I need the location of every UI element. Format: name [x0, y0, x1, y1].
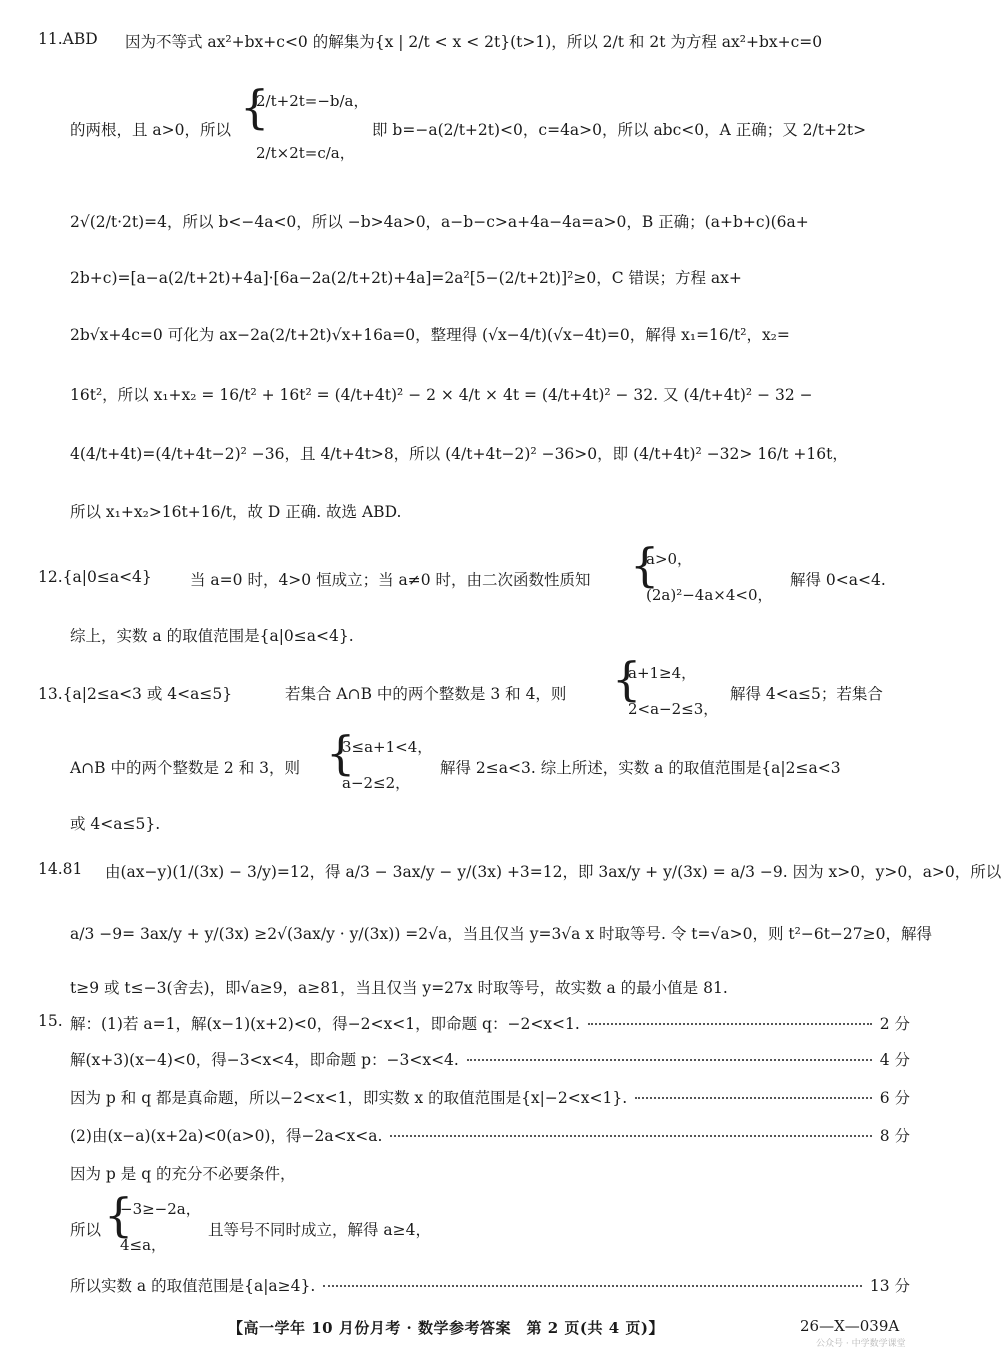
problem-14-line-2: a/3 −9= 3ax/y + y/(3x) ≥2√(3ax/y · y/(3x)) =2√a，当且仅当 y=3√a x 时取等号. 令 t=√a>0，则 t²−6t−27≥0，解得	[70, 925, 932, 943]
problem-15-step-2: 解(x+3)(x−4)<0，得−3<x<4，即命题 p：−3<x<4. 4 分	[70, 1051, 910, 1069]
problem-11-line-9: 所以 x₁+x₂>16t+16/t，故 D 正确. 故选 ABD.	[70, 503, 402, 521]
problem-13-line-3: A∩B 中的两个整数是 2 和 3，则	[70, 759, 301, 777]
problem-13-line-5: 或 4<a≤5}.	[70, 815, 161, 833]
problem-14-line-3: t≥9 或 t≤−3(舍去)，即√a≥9，a≥81，当且仅当 y=27x 时取等号，故实数 a 的最小值是 81.	[70, 979, 728, 997]
problem-15-line-3: 且等号不同时成立，解得 a≥4，	[208, 1221, 432, 1239]
problem-11-line-3: 即 b=−a(2/t+2t)<0，c=4a>0，所以 abc<0，A 正确；又 2/t+2t>	[372, 121, 867, 139]
problem-15-line-2: 所以	[70, 1221, 102, 1239]
problem-11-line-1: 因为不等式 ax²+bx+c<0 的解集为{x | 2/t < x < 2t}(t>1)，所以 2/t 和 2t 为方程 ax²+bx+c=0	[125, 33, 823, 51]
problem-15-step-4: (2)由(x−a)(x+2a)<0(a>0)，得−2a<x<a. 8 分	[70, 1127, 910, 1145]
problem-15-step-3: 因为 p 和 q 都是真命题，所以−2<x<1，即实数 x 的取值范围是{x|−2<x<1}. 6 分	[70, 1089, 910, 1107]
problem-12-line-1: 当 a=0 时，4>0 恒成立；当 a≠0 时，由二次函数性质知	[190, 571, 591, 589]
problem-13-number: 13.{a|2≤a<3 或 4<a≤5}	[38, 685, 233, 703]
problem-13-line-2: 解得 4<a≤5；若集合	[730, 685, 883, 703]
problem-11-line-7: 16t²，所以 x₁+x₂ = 16/t² + 16t² = (4/t+4t)² − 2 × 4/t × 4t = (4/t+4t)² − 32. 又 (4/t+4t)² − 32 −	[70, 386, 813, 404]
problem-11-line-8: 4(4/t+4t)=(4/t+4t−2)² −36，且 4/t+4t>8，所以 (4/t+4t−2)² −36>0，即 (4/t+4t)² −32> 16/t +16t，	[70, 445, 848, 463]
problem-14-number: 14.81	[38, 860, 83, 878]
problem-11-line-5: 2b+c)=[a−a(2/t+2t)+4a]·[6a−2a(2/t+2t)+4a]=2a²[5−(2/t+2t)]²≥0，C 错误；方程 ax+	[70, 269, 742, 287]
watermark-text: 公众号 · 中学数学课堂	[816, 1339, 906, 1349]
problem-15-final: 所以实数 a 的取值范围是{a|a≥4}. 13 分	[70, 1277, 910, 1295]
problem-11-line-4: 2√(2/t·2t)=4，所以 b<−4a<0，所以 −b>4a>0，a−b−c>a+4a−4a=a>0，B 正确；(a+b+c)(6a+	[70, 213, 809, 231]
problem-14-line-1: 由(ax−y)(1/(3x) − 3/y)=12，得 a/3 − 3ax/y − y/(3x) +3=12，即 3ax/y + y/(3x) = a/3 −9. 因为 x>0，y>0，a>0，所以	[105, 863, 1001, 881]
problem-15-line-1: 因为 p 是 q 的充分不必要条件，	[70, 1165, 296, 1183]
problem-12-number: 12.{a|0≤a<4}	[38, 568, 152, 586]
problem-11-line-6: 2b√x+4c=0 可化为 ax−2a(2/t+2t)√x+16a=0，整理得 (√x−4/t)(√x−4t)=0，解得 x₁=16/t²，x₂=	[70, 326, 790, 344]
footer-title: 【高一学年 10 月份月考 · 数学参考答案 第 2 页(共 4 页)】	[228, 1319, 664, 1337]
problem-15-number: 15.	[38, 1012, 63, 1030]
problem-11-line-2: 的两根，且 a>0，所以	[70, 121, 232, 139]
footer-code: 26—X—039A	[800, 1317, 900, 1335]
problem-13-line-4: 解得 2≤a<3. 综上所述，实数 a 的取值范围是{a|2≤a<3	[440, 759, 841, 777]
problem-13-line-1: 若集合 A∩B 中的两个整数是 3 和 4，则	[285, 685, 567, 703]
problem-12-line-3: 综上，实数 a 的取值范围是{a|0≤a<4}.	[70, 627, 354, 645]
problem-15-step-1: 解：(1)若 a=1，解(x−1)(x+2)<0，得−2<x<1，即命题 q：−2<x<1. 2 分	[70, 1015, 910, 1033]
problem-11-number: 11.ABD	[38, 30, 98, 48]
problem-12-line-2: 解得 0<a<4.	[790, 571, 886, 589]
